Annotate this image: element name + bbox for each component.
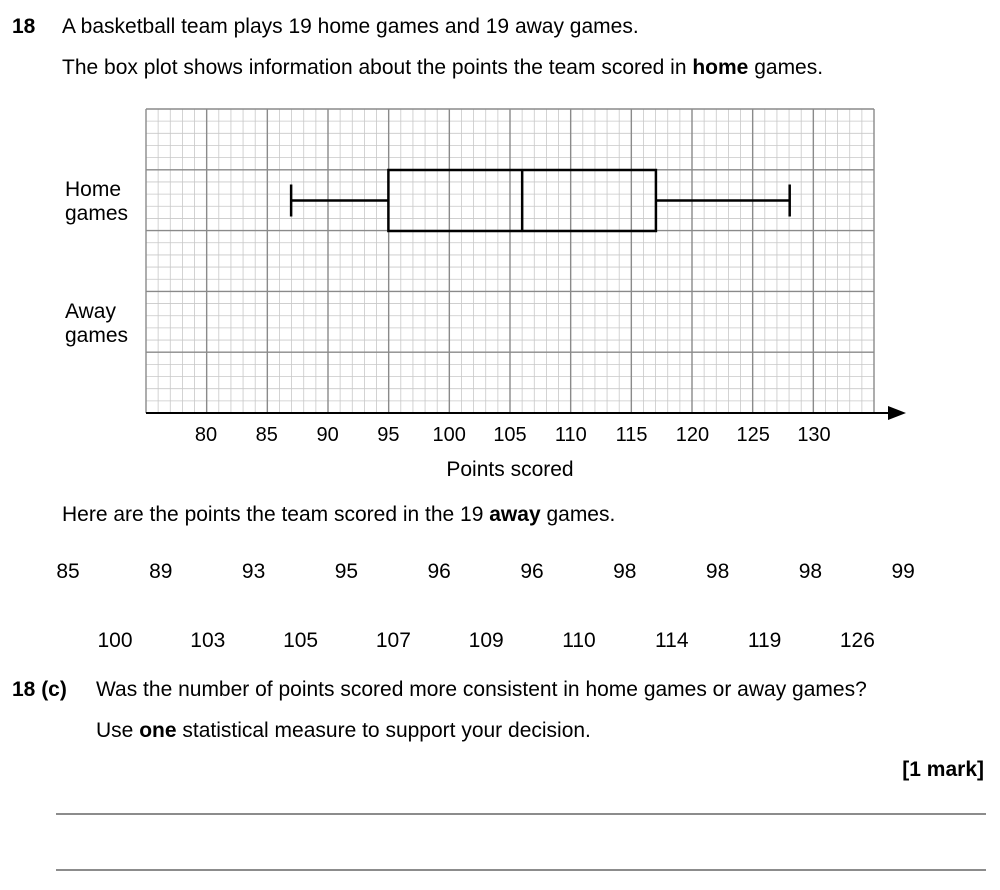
marks-label: [1 mark] xyxy=(902,758,984,781)
question-intro: A basketball team plays 19 home games and 19 away games. xyxy=(62,15,639,38)
x-tick-label-110: 110 xyxy=(554,424,587,446)
away-point-row2-3: 107 xyxy=(375,629,411,652)
x-axis-tick-labels xyxy=(195,424,831,446)
away-point-row2-2: 105 xyxy=(283,629,319,652)
boxplot-description: The box plot shows information about the points the team scored in home games. xyxy=(62,56,824,79)
box-plots xyxy=(291,170,790,231)
away-point-row1-8: 98 xyxy=(798,560,823,583)
question-number: 18 xyxy=(12,15,36,38)
x-tick-label-100: 100 xyxy=(432,424,466,446)
category-label-home-line1: Home xyxy=(65,178,122,201)
away-point-row1-0: 85 xyxy=(56,560,80,583)
part-c-question: Was the number of points scored more consistent in home games or away games? xyxy=(96,678,867,701)
x-tick-label-90: 90 xyxy=(316,424,339,446)
away-point-row1-9: 99 xyxy=(891,560,915,583)
x-axis xyxy=(146,406,906,420)
category-label-away-line1: Away xyxy=(65,300,116,323)
away-point-row1-6: 98 xyxy=(613,560,637,583)
part-c-label: 18 (c) xyxy=(12,678,67,701)
x-tick-label-80: 80 xyxy=(194,424,218,446)
away-point-row2-7: 119 xyxy=(747,629,782,652)
away-point-row2-1: 103 xyxy=(190,629,226,652)
away-point-row2-6: 114 xyxy=(655,629,689,652)
away-point-row1-5: 96 xyxy=(520,560,544,583)
away-point-row1-4: 96 xyxy=(427,560,451,583)
answer-line-1[interactable] xyxy=(56,813,986,815)
away-point-row1-1: 89 xyxy=(149,560,173,583)
x-tick-label-115: 115 xyxy=(615,424,648,446)
x-tick-label-130: 130 xyxy=(797,424,831,446)
x-tick-label-95: 95 xyxy=(377,424,400,446)
x-tick-label-125: 125 xyxy=(736,424,770,446)
away-point-row1-7: 98 xyxy=(705,560,730,583)
x-tick-label-120: 120 xyxy=(675,424,710,446)
x-tick-label-85: 85 xyxy=(255,424,278,446)
away-point-row2-4: 109 xyxy=(468,629,504,652)
away-points-row-2 xyxy=(0,629,1000,659)
x-tick-label-105: 105 xyxy=(493,424,527,446)
x-axis-arrowhead xyxy=(888,406,906,420)
category-label-away-line2: games xyxy=(65,324,129,347)
category-label-home-line2: games xyxy=(65,202,129,225)
away-point-row2-0: 100 xyxy=(97,629,133,652)
away-point-row1-3: 95 xyxy=(334,560,359,583)
away-point-row2-8: 126 xyxy=(839,629,875,652)
answer-line-2[interactable] xyxy=(56,869,986,871)
away-point-row2-5: 110 xyxy=(562,629,596,652)
away-description: Here are the points the team scored in the 19 away games. xyxy=(62,503,616,526)
away-points-row-1 xyxy=(0,560,1000,590)
x-axis-label: Points scored xyxy=(446,458,574,481)
part-c-instruction: Use one statistical measure to support your decision. xyxy=(96,719,591,742)
away-point-row1-2: 93 xyxy=(241,560,266,583)
